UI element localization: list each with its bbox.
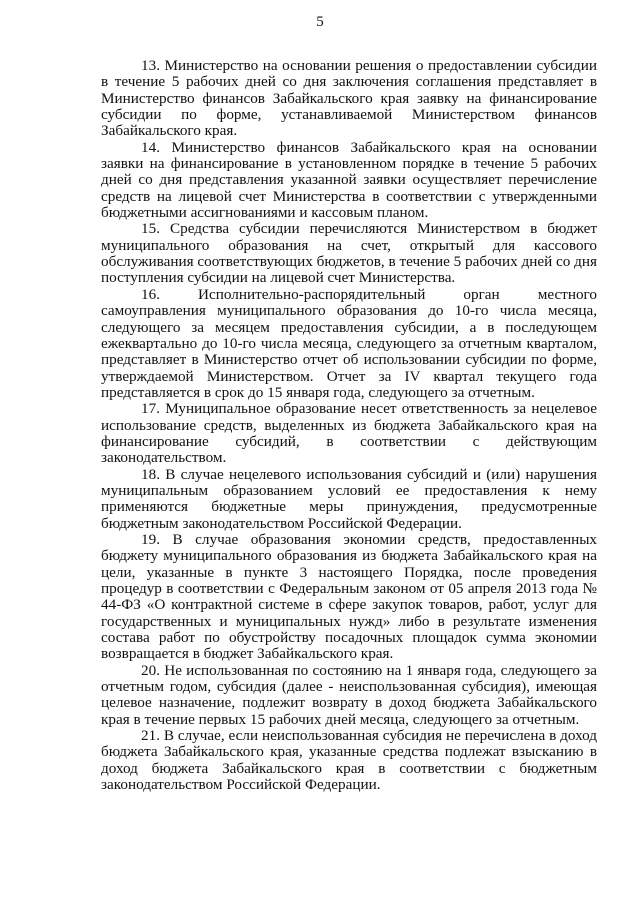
paragraph-20: 20. Не использованная по состоянию на 1 января года, следующего за отчетным годом, субсидия (далее - неиспользованная субсидия), имеющая целевое назначение, подлежит возврату в доход бюджета Забайкальского края в течение первых 15 рабочих дней месяца, следующего за отчетным.	[101, 661, 597, 728]
paragraph-14: 14. Министерство финансов Забайкальского края на основании заявки на финансирование в установленном порядке в течение 5 рабочих дней со дня представления указанной заявки осуществляет перечисление средств на лицевой счет Министерства в соответствии с утвержденными бюджетными ассигнованиями и кассовым планом.	[101, 138, 597, 222]
paragraph-16: 16. Исполнительно-распорядительный орган местного самоуправления муниципального образования до 10-го числа месяца, следующего за месяцем предоставления субсидии, а в последующем ежеквартально до 10-го числа месяца, следующего за отчетным кварталом, представляет в Министерство отчет об использовании субсидии по форме, утверждаемой Министерством. Отчет за IV квартал текущего года представляется в срок до 15 января года, следующего за отчетным.	[101, 285, 597, 401]
paragraph-13: 13. Министерство на основании решения о предоставлении субсидии в течение 5 рабочих дней со дня заключения соглашения представляет в Министерство финансов Забайкальского края заявку на финансирование субсидии по форме, устанавливаемой Министерством финансов Забайкальского края.	[101, 57, 597, 140]
document-body	[101, 58, 597, 793]
page-number: 5	[316, 14, 324, 30]
paragraph-18: 18. В случае нецелевого использования субсидий и (или) нарушения муниципальным образованием условий ее предоставления к нему применяются бюджетные меры принуждения, предусмотренные бюджетным законодательством Российской Федерации.	[101, 465, 597, 532]
paragraph-15: 15. Средства субсидии перечисляются Министерством в бюджет муниципального образования на счет, открытый для кассового обслуживания соответствующих бюджетов, в течение 5 рабочих дней со дня поступления субсидии на лицевой счет Министерства.	[101, 220, 597, 287]
paragraph-17: 17. Муниципальное образование несет ответственность за нецелевое использование средств, выделенных из бюджета Забайкальского края на финансирование субсидий, в соответствии с действующим законодательством.	[101, 400, 597, 467]
paragraph-19: 19. В случае образования экономии средств, предоставленных бюджету муниципального образования из бюджета Забайкальского края на цели, указанные в пункте 3 настоящего Порядка, после проведения процедур в соответствии с Федеральным законом от 05 апреля 2013 года № 44-ФЗ «О контрактной системе в сфере закупок товаров, работ, услуг для государственных и муниципальных нужд» либо в результате изменения состава работ по обустройству посадочных площадок сумма экономии возвращается в бюджет Забайкальского края.	[101, 530, 597, 663]
paragraph-21: 21. В случае, если неиспользованная субсидия не перечислена в доход бюджета Забайкальского края, указанные средства подлежат взысканию в доход бюджета Забайкальского края в соответствии с бюджетным законодательством Российской Федерации.	[101, 727, 597, 794]
